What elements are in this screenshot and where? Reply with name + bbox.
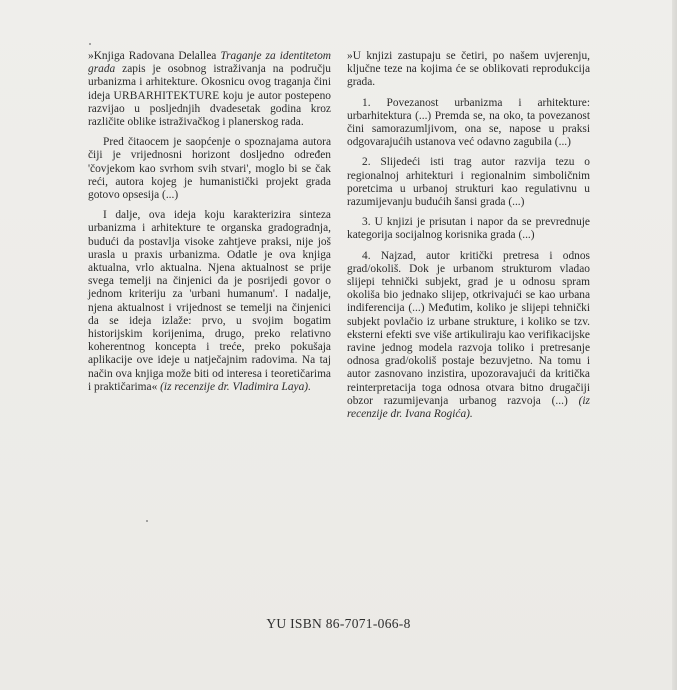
text-run: »Knjiga Radovana Delallea [88, 50, 221, 62]
thesis-3: 3. U knjizi je prisutan i napor da se prevrednuje kategorija socijalnog korisnika grada (...) [347, 216, 590, 242]
emphasized-term: URBARHITEKTURE [113, 89, 220, 102]
review-citation: (iz recenzije dr. Vladimira Laya). [160, 380, 311, 393]
right-column [347, 50, 590, 428]
review-paragraph-2: Pred čitaocem je saopćenje o spoznajama autora čiji je vrijednosni horizont dosljedno određen 'čovjekom kao svrhom svih stvari', moglo bi se čak reći, autora kojeg je humanistički projekt grada gotovo opsesija (...) [88, 136, 331, 202]
text-run: I dalje, ova ideja koju karakterizira sinteza urbanizma i arhitekture te organska gradogradnja, budući da postavlja visoke zahtjeve praksi, nije još urasla u praxis urbanizma. Odatle je ova knjiga aktualna, vrlo aktualna. Njena aktualnost se prije svega temelji na činjenici da je posrijedi govor o jednom kriteriju za 'urbani humanum'. I nadalje, njena aktualnost i vrijednost se temelji na činjenici da se ideja izlaže: prvo, u svojim bogatim historijskim korijenima, drugo, preko relativno koherentnog koncepta i treće, preko pokušaja aplikacije ove ideje u natječajnim radovima. Na taj način ova knjiga može biti od interesa i teoretičarima i praktičarima« [88, 209, 331, 393]
review-intro: »U knjizi zastupaju se četiri, po našem uvjerenju, ključne teze na kojima će se oblikovati reprodukcija grada. [347, 50, 590, 89]
thesis-4 [347, 250, 590, 422]
left-column [88, 50, 331, 401]
page-edge [672, 0, 677, 690]
paper-speck [89, 43, 91, 45]
isbn-number: YU ISBN 86-7071-066-8 [266, 616, 411, 631]
thesis-2: 2. Slijedeći isti trag autor razvija tezu o regionalnoj arhitekturi i regionalnim simboličnim poretcima u urbanoj strukturi kao regulativnu u razumijevanju budućih šansi grada (...) [347, 156, 590, 209]
paper-speck [146, 520, 148, 522]
review-citation: (iz recenzije dr. Ivana Rogića). [347, 394, 590, 421]
review-paragraph-1 [88, 50, 331, 129]
thesis-1: 1. Povezanost urbanizma i arhitekture: urbarhitektura (...) Premda se, na oko, ta povezanost čini samorazumljivom, ona se, napose u praksi odgovarajućih ustanova već odavno zagubila (...) [347, 96, 590, 149]
book-title: Traganje za identitetom grada [88, 50, 331, 76]
text-run: zapis je osobnog istraživanja na području urbanizma i arhitekture. Okosnicu ovog traganja čini ideja [88, 63, 331, 102]
review-paragraph-3 [88, 209, 331, 394]
text-run: koju je autor postepeno razvijao u posljednjih dvadesetak godina kroz različite oblike istraživačkog i planerskog rada. [88, 89, 332, 129]
text-run: 4. Najzad, autor kritički pretresa i odnos grad/okoliš. Dok je urbanom strukturom vladao slijepi tehnički subjekt, grad je u odnosu spram okoliša bio jednako slijep, otkrivajući se kao urbana indiferencija (...) Međutim, koliko je slijepi tehnički subjekt povlačio iz urbane strukture, i koliko se tzv. eksterni efekti sve više artikuliraju kao verifikacijske ravine jednog modela razvoja toliko i pretresanje odnosa grad/okoliš postaje bezuvjetno. Na tomu i autor zasnovano inzistira, upozoravajući da kritička reinterpretacija toga odnosa otvara bitno drugačiji obzor razumijevanja urbanog razvoja (...) [347, 249, 590, 407]
